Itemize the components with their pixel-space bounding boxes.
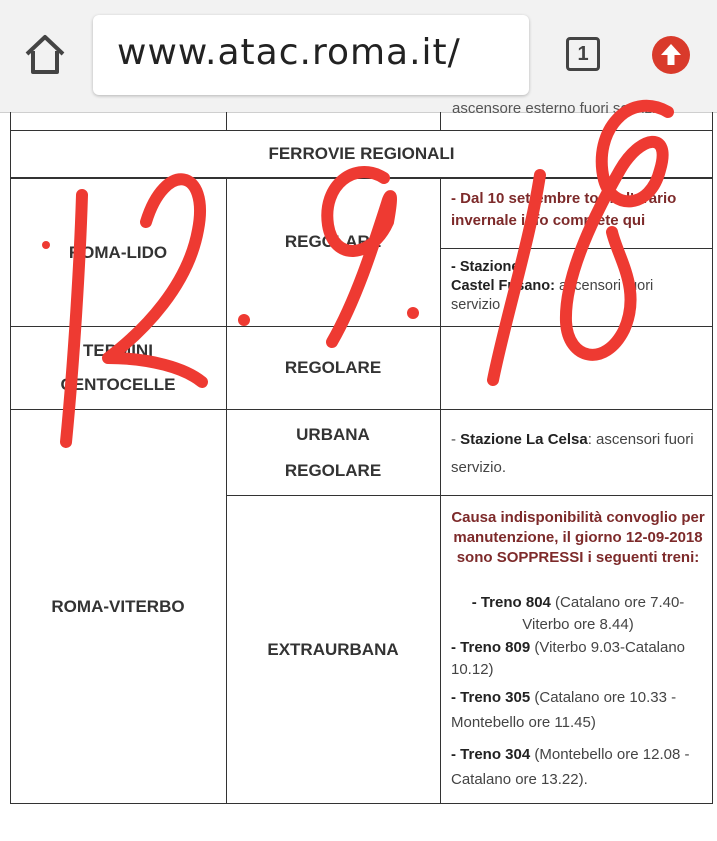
station-note-castel-fusano: [451, 258, 705, 315]
address-bar[interactable]: [93, 15, 529, 95]
line-name-roma-viterbo: ROMA-VITERBO: [51, 596, 185, 616]
line-name-roma-lido: ROMA-LIDO: [68, 242, 168, 262]
train-detail: (Viterbo 9.03-Catalano 10.12): [451, 639, 686, 678]
train-detail: (Catalano ore 7.40-Viterbo ore 8.44): [522, 594, 685, 633]
line-name-line2: CENTOCELLE: [60, 375, 176, 394]
urbana-station: Stazione La Celsa: [460, 431, 588, 448]
extraurbana-label: EXTRAURBANA: [267, 639, 399, 659]
train-detail: (Montebello ore 12.08 - Catalano ore 13.22).: [451, 746, 690, 788]
station-name: Castel Fusano:: [451, 278, 555, 294]
home-icon[interactable]: [22, 32, 68, 78]
status-termini-centocelle: REGOLARE: [284, 358, 382, 377]
station-prefix: - Stazione: [451, 259, 520, 275]
train-item-305: [451, 685, 705, 735]
train-item-804: [451, 592, 705, 636]
update-icon[interactable]: [652, 36, 690, 74]
train-detail: (Catalano ore 10.33 -Montebello ore 11.45): [451, 689, 677, 731]
section-title: FERROVIE REGIONALI: [268, 144, 455, 163]
urbana-text: : ascensori fuori servizio.: [451, 431, 694, 476]
train-name: - Treno 804: [471, 594, 551, 611]
tab-switcher-button[interactable]: 1: [566, 37, 600, 71]
urbana-note: [451, 426, 705, 482]
suppression-notice: Causa indisponibilità convoglio per manutenzione, il giorno 12-09-2018 sono SOPPRESSI i seguenti treni:: [451, 509, 705, 566]
train-name: - Treno 304: [451, 746, 531, 763]
browser-toolbar: [0, 0, 717, 113]
notice-roma-lido-link[interactable]: - Dal 10 settembre torna l'orario invernale info complete qui: [451, 190, 677, 229]
train-name: - Treno 809: [451, 639, 531, 656]
line-name-termini-centocelle: [10, 327, 226, 409]
service-status-table: [10, 100, 713, 804]
line-name-line1: TERMINI: [83, 341, 153, 360]
urbana-status: REGOLARE: [284, 460, 382, 480]
urbana-prefix: -: [451, 431, 456, 448]
train-item-809: [451, 637, 705, 681]
urbana-label: URBANA: [296, 424, 370, 444]
train-name: - Treno 305: [451, 689, 531, 706]
url-text: www.atac.roma.it/: [117, 32, 461, 73]
previous-row-note: ascensore esterno fuori servizio: [452, 100, 664, 117]
station-text: ascensori fuori servizio: [451, 278, 654, 313]
urbana-cell: [226, 410, 440, 495]
train-item-304: [451, 742, 705, 792]
status-roma-lido: REGOLARE: [284, 232, 382, 251]
